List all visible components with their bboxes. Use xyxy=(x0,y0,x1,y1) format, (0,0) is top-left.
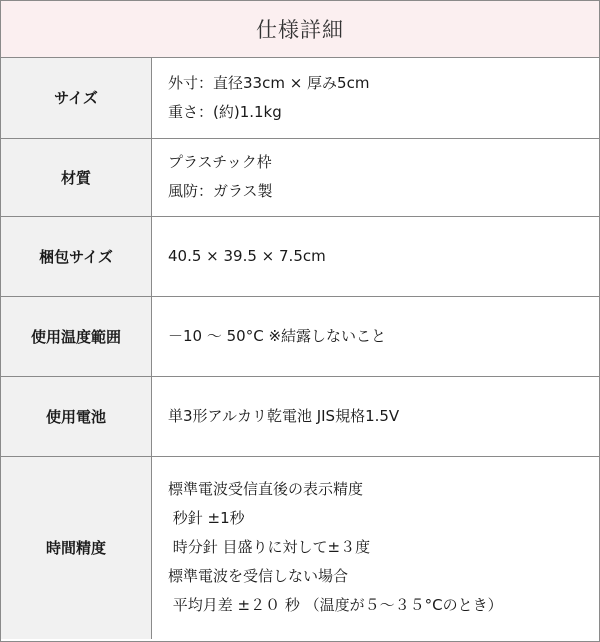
row-label: 梱包サイズ xyxy=(1,216,152,296)
spec-row-temperature xyxy=(1,296,599,376)
row-value xyxy=(152,376,600,456)
spec-row-battery xyxy=(1,376,599,456)
row-label: サイズ xyxy=(1,58,152,138)
spec-table xyxy=(1,58,599,639)
row-label: 材質 xyxy=(1,138,152,216)
spec-row-package-size xyxy=(1,216,599,296)
row-value xyxy=(152,456,600,639)
value-line: 外寸：直径33cm × 厚み5cm xyxy=(168,73,370,92)
value-line: 秒針 ±1秒 xyxy=(168,509,245,528)
value-line: －10 ～ 50°C ※結露しないこと xyxy=(168,326,387,345)
spec-title: 仕様詳細 xyxy=(1,1,599,58)
value-line: 40.5 × 39.5 × 7.5cm xyxy=(168,246,326,265)
value-line: 標準電波を受信しない場合 xyxy=(168,567,349,586)
spec-row-accuracy xyxy=(1,456,599,639)
row-value xyxy=(152,58,600,138)
row-label: 時間精度 xyxy=(1,456,152,639)
row-value xyxy=(152,216,600,296)
value-line: 時分針 目盛りに対して±３度 xyxy=(168,538,371,557)
row-value xyxy=(152,296,600,376)
spec-row-size xyxy=(1,58,599,138)
value-line: 平均月差 ±２０ 秒 （温度が５～３５°Cのとき） xyxy=(168,596,503,615)
value-line: 単3形アルカリ乾電池 JIS規格1.5V xyxy=(168,406,400,425)
row-label: 使用温度範囲 xyxy=(1,296,152,376)
value-line: 重さ：(約)1.1kg xyxy=(168,102,282,121)
value-line: 標準電波受信直後の表示精度 xyxy=(168,480,364,499)
value-line: 風防：ガラス製 xyxy=(168,182,273,200)
value-line: プラスチック枠 xyxy=(168,153,272,171)
row-value xyxy=(152,138,600,216)
row-label: 使用電池 xyxy=(1,376,152,456)
spec-row-material xyxy=(1,138,599,216)
